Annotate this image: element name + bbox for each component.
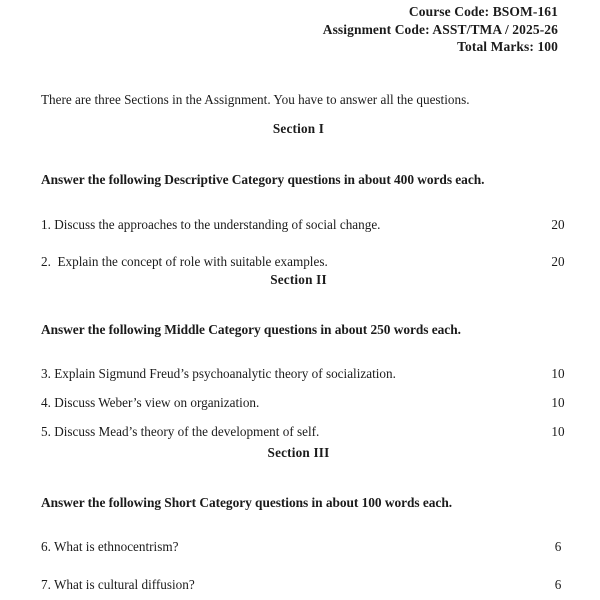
question-marks: 10	[551, 395, 565, 410]
question-marks: 20	[551, 254, 565, 269]
total-marks-line: Total Marks: 100	[457, 39, 558, 54]
section-1	[41, 121, 565, 270]
question-row	[41, 539, 562, 555]
section-2-instruction: Answer the following Middle Category questions in about 250 words each.	[41, 322, 461, 337]
section-3-question-list	[41, 539, 562, 593]
question-marks: 10	[551, 424, 565, 439]
question-text: 2. Explain the concept of role with suitable examples.	[41, 254, 328, 269]
document-header	[41, 3, 558, 56]
question-text: 7. What is cultural diffusion?	[41, 577, 195, 592]
section-2-question-list	[41, 366, 565, 440]
question-row	[41, 254, 565, 270]
question-row	[41, 424, 565, 440]
section-1-title: Section I	[272, 121, 325, 136]
question-text: 1. Discuss the approaches to the understanding of social change.	[41, 217, 381, 232]
section-1-question-list	[41, 217, 565, 270]
section-2	[41, 272, 565, 440]
question-text: 5. Discuss Mead’s theory of the development of self.	[41, 424, 320, 439]
section-2-title: Section II	[270, 272, 327, 287]
question-text: 6. What is ethnocentrism?	[41, 539, 179, 554]
question-text: 3. Explain Sigmund Freud’s psychoanalytic theory of socialization.	[41, 366, 396, 381]
question-marks: 6	[554, 539, 562, 554]
question-row	[41, 395, 565, 411]
section-3-title: Section III	[267, 445, 330, 460]
question-marks: 6	[554, 577, 562, 592]
section-3-instruction: Answer the following Short Category questions in about 100 words each.	[41, 495, 453, 510]
question-marks: 20	[551, 217, 565, 232]
question-text: 4. Discuss Weber’s view on organization.	[41, 395, 260, 410]
section-1-instruction: Answer the following Descriptive Category questions in about 400 words each.	[41, 172, 485, 187]
question-marks: 10	[551, 366, 565, 381]
question-row	[41, 577, 562, 593]
intro-paragraph: There are three Sections in the Assignment. You have to answer all the questions.	[41, 92, 470, 108]
section-3	[41, 445, 562, 593]
assignment-code-line: Assignment Code: ASST/TMA / 2025-26	[322, 21, 558, 37]
course-code-line: Course Code: BSOM-161	[408, 4, 558, 19]
question-row	[41, 366, 565, 382]
question-row	[41, 217, 565, 233]
